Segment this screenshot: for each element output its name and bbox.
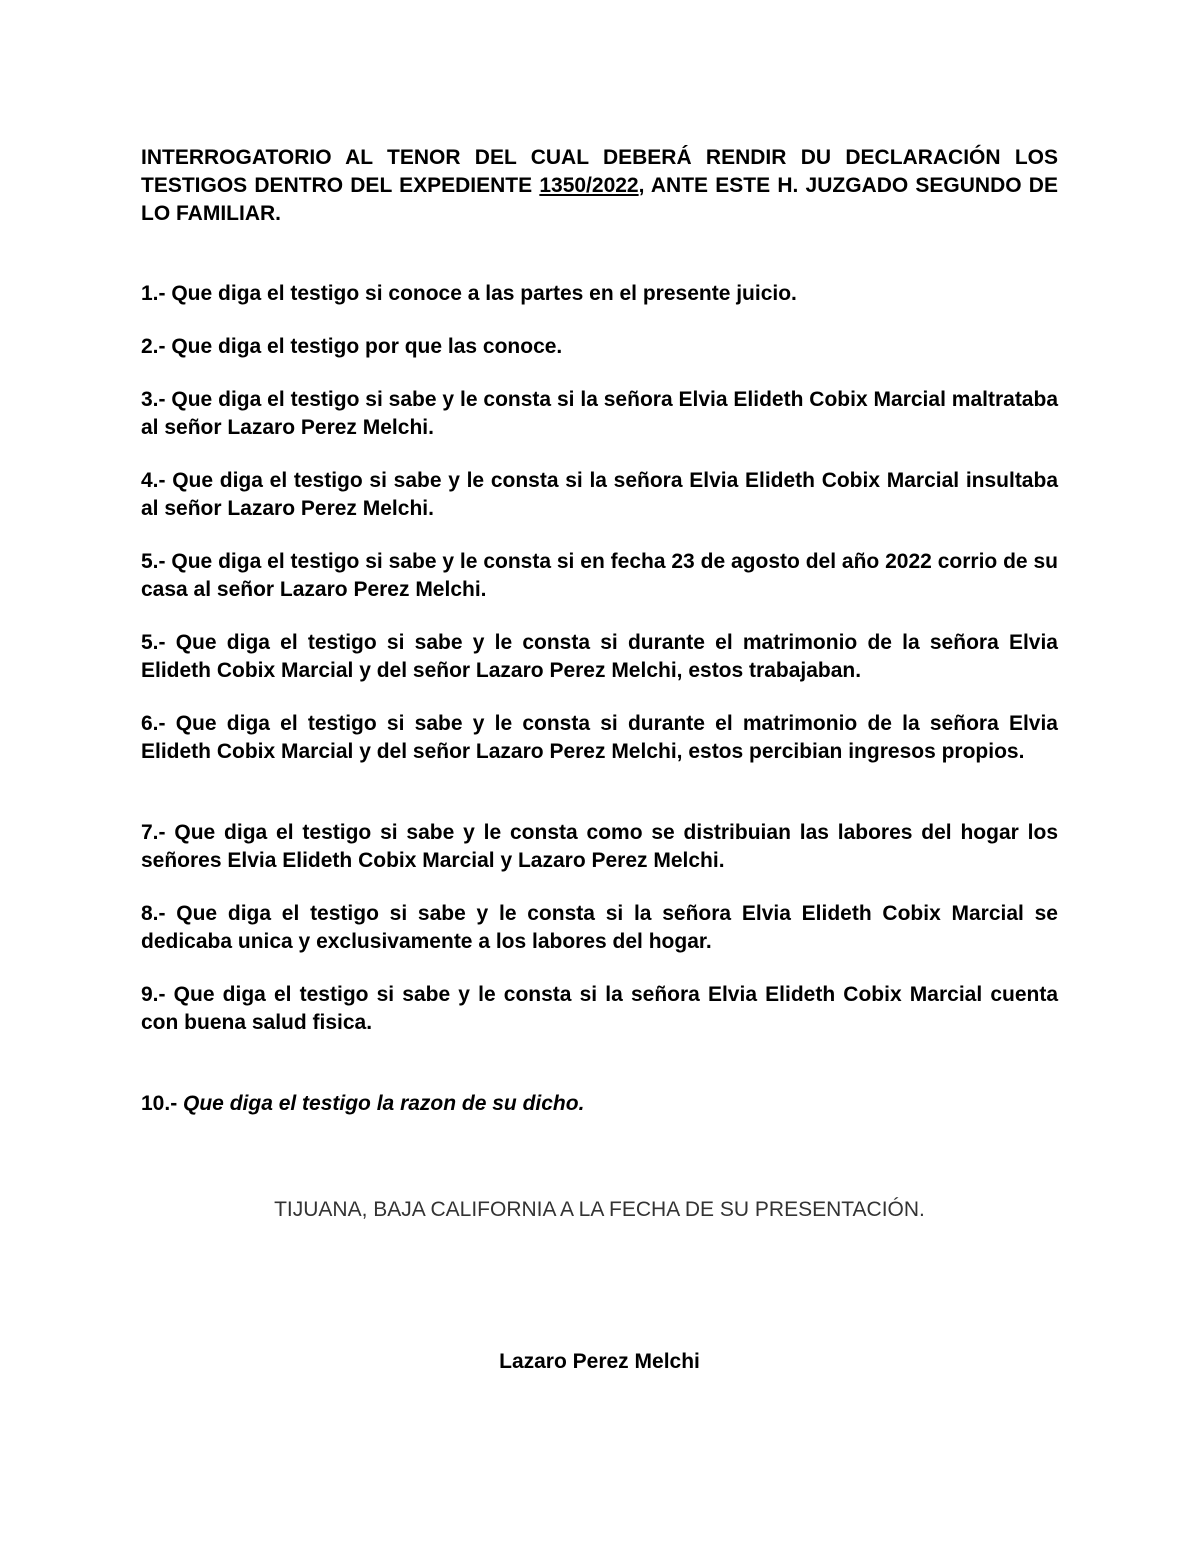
question-text: Que diga el testigo por que las conoce. [165, 335, 563, 358]
question-text: Que diga el testigo si sabe y le consta si durante el matrimonio de la señora Elvia Elideth Cobix Marcial y del señor Lazaro Perez Melchi, estos percibian ingresos propios. [141, 712, 1058, 763]
place-and-date: TIJUANA, BAJA CALIFORNIA A LA FECHA DE SU PRESENTACIÓN. [274, 1198, 925, 1221]
question-number: 7.- [141, 821, 166, 844]
heading-text-end: , ANTE ESTE H. JUZGADO SEGUNDO DE LO FAMILIAR. [141, 174, 1058, 225]
question-number: 3.- [141, 388, 166, 411]
question-text: Que diga el testigo si sabe y le consta si la señora Elvia Elideth Cobix Marcial maltrataba al señor Lazaro Perez Melchi. [141, 388, 1058, 439]
question-text: Que diga el testigo si sabe y le consta si la señora Elvia Elideth Cobix Marcial cuenta con buena salud fisica. [141, 983, 1058, 1034]
question-text: Que diga el testigo si sabe y le consta si en fecha 23 de agosto del año 2022 corrio de su casa al señor Lazaro Perez Melchi. [141, 550, 1058, 601]
question-item [141, 386, 1058, 442]
question-number: 4.- [141, 469, 166, 492]
question-text: Que diga el testigo si sabe y le consta si la señora Elvia Elideth Cobix Marcial se dedicaba unica y exclusivamente a los labores del hogar. [141, 902, 1058, 953]
question-number: 2.- [141, 335, 166, 358]
question-number: 5.- [141, 631, 166, 654]
question-number: 5.- [141, 550, 166, 573]
heading-text-start: INTERROGATORIO AL TENOR DEL CUAL DEBERÁ RENDIR DU DECLARACIÓN LOS TESTIGOS DENTRO DEL EXPEDIENTE [141, 146, 1058, 197]
question-number: 8.- [141, 902, 166, 925]
question-item [141, 280, 1058, 308]
question-text: Que diga el testigo si sabe y le consta si la señora Elvia Elideth Cobix Marcial insultaba al señor Lazaro Perez Melchi. [141, 469, 1058, 520]
question-item [141, 1090, 1058, 1118]
question-item [141, 629, 1058, 685]
question-number: 9.- [141, 983, 166, 1006]
question-number: 1.- [141, 282, 166, 305]
question-text: Que diga el testigo si sabe y le consta como se distribuian las labores del hogar los señores Elvia Elideth Cobix Marcial y Lazaro Perez Melchi. [141, 821, 1058, 872]
question-number: 10.- [141, 1092, 178, 1115]
question-item [141, 981, 1058, 1037]
expediente-number: 1350/2022 [539, 174, 639, 197]
document-heading [141, 144, 1058, 228]
signature-name: Lazaro Perez Melchi [499, 1350, 700, 1373]
question-number: 6.- [141, 712, 166, 735]
question-text: Que diga el testigo la razon de su dicho. [177, 1092, 585, 1115]
question-item [141, 819, 1058, 875]
question-text: Que diga el testigo si conoce a las partes en el presente juicio. [165, 282, 797, 305]
question-item [141, 900, 1058, 956]
question-item [141, 710, 1058, 766]
question-item [141, 467, 1058, 523]
question-item [141, 548, 1058, 604]
question-item [141, 333, 1058, 361]
question-text: Que diga el testigo si sabe y le consta si durante el matrimonio de la señora Elvia Elideth Cobix Marcial y del señor Lazaro Perez Melchi, estos trabajaban. [141, 631, 1058, 682]
